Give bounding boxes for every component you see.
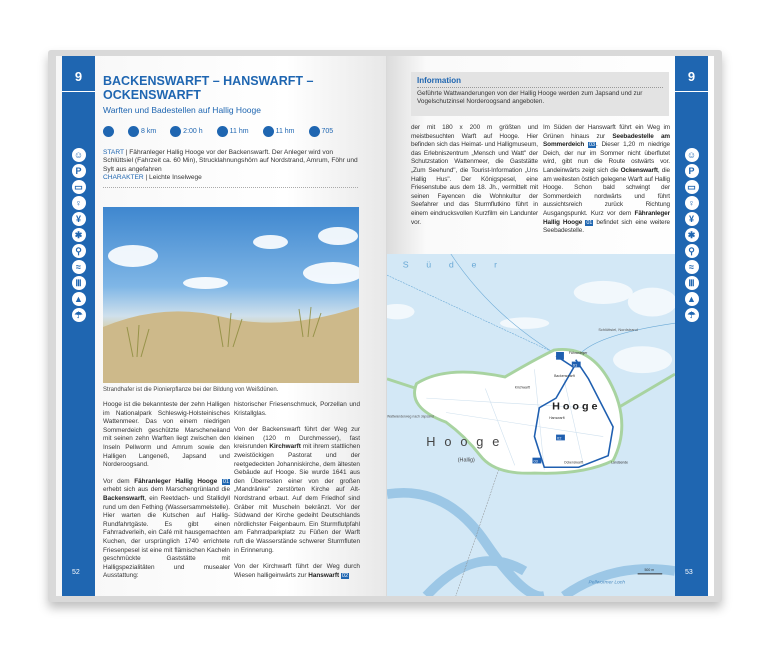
museum-icon: Ⅲ: [685, 276, 699, 290]
map-label-ferry: Schlüttsiel, Nordstrand: [598, 326, 638, 332]
text-span: Backenswarft: [103, 494, 145, 502]
info-text: Geführte Wattwanderungen von der Hallig Hooge werden zum Japsand und zur Vogelschutzinsel Norderoogsand angeboten.: [417, 90, 643, 105]
map-icon: [309, 126, 320, 137]
map-place: Landsende: [611, 460, 629, 465]
museum-icon: Ⅲ: [72, 276, 86, 290]
text-column-1: [103, 401, 230, 589]
text-span: 03: [589, 142, 595, 149]
map-label-town: Hooge: [552, 400, 601, 413]
clock-icon: [170, 126, 181, 137]
bus-icon: ▭: [685, 180, 699, 194]
photo-caption: Strandhafer ist die Pionierpflanze bei der Bildung von Weißdünen.: [103, 387, 279, 393]
restaurant-icon: ¥: [685, 212, 699, 226]
ascent: 11 hm: [229, 128, 249, 135]
duration: 2:00 h: [183, 128, 203, 135]
text-span: Von der Backenswarft führt der Weg zur kleinen (120 m Durchmesser), fast kreisrunden: [234, 426, 360, 451]
tree-icon: ▲: [72, 292, 86, 306]
text-span: erhebt sich aus dem Marschengrünland die: [103, 486, 230, 494]
map-place: Hanswarft: [549, 416, 565, 421]
map-label-island: Hooge: [426, 435, 509, 450]
swim-icon: ≈: [685, 260, 699, 274]
text-span: , ein Reetdach- und Stallidyll rund um den Fething (Wassersammelstelle). Hier warten die Kutschen auf Hallig-Rundfahrtgäste. Es gibt einen Fahrradverleih, ein Café mit hausgemachten Kuchen, der ursprünglich 1740 errichtete Friesenpesel ist eine mit flämischen Kacheln geschmückte Gaststätte mit Halligspezialitäten und musealer Ausstattung:: [103, 494, 230, 580]
text-span: Kirchwarft: [269, 443, 301, 451]
loop-icon: [103, 126, 114, 137]
paragraph: der mit 180 x 200 m größten und meistbesuchten Warft auf Hooge. Hier befinden sich das Heimat- und Halligmuseum, das Erlebniszentrum „Mensch und Watt" der Schutzstation Wattenmeer, die Gaststätte „Zum Seehund", die Tourist-Information „Uns Hallig Hus". Der Königspesel, eine Friesenstube aus dem 18. Jh., vermittelt mit seinen Fayencen die Wohnkultur der Seefahrer und das Sturmflutkino führt in einem eindrucksvollen Kurzfilm ein Landunter vor.: [411, 124, 538, 226]
parking-icon: P: [72, 164, 86, 178]
beach-icon: ☂: [72, 308, 86, 322]
text-span: . Dieser 1,20 m niedrige Deich, der nur im Sommer nicht überflutet wird, gibt nun die Route ostwärts vor. Landeinwärts zeigt sich die: [543, 141, 670, 174]
map-place: Backenswarft: [554, 374, 575, 378]
start-info: [103, 149, 358, 183]
parking-icon: P: [685, 164, 699, 178]
tree-icon: ▲: [685, 292, 699, 306]
activity-icons: [62, 148, 95, 322]
bear-icon: ☺: [72, 148, 86, 162]
text-span: , die am weitesten östlich gelegene Warft auf Hallig Hooge. Schon bald schwingt der Sommerdeich nordwärts und führt aussichtsreich zurück Richtung Ausgangspunkt. Kurz vor dem: [543, 166, 670, 217]
map-label-hallig: (Hallig): [457, 457, 475, 464]
text-span: Hanswarft: [308, 571, 340, 579]
paragraph: [234, 563, 360, 580]
info-box: [411, 72, 669, 116]
chapter-strip: [62, 56, 95, 596]
divider: [103, 187, 358, 188]
paragraph: Hooge ist die bekannteste der zehn Halligen im Nationalpark Schleswig-Holsteinisches Wattenmeer. Das von einem niedrigen Sommerdeich geschützte Marscheneiland mit seinen zehn Warften liegt zwischen den Inseln Pellworm und Amrum sowie den Halligen Langeneß, Japsand und Norderoogsand.: [103, 401, 230, 469]
tour-stats: [103, 126, 333, 137]
text-span: Im Süden der Hanswarft führt ein Weg im Grünen hinaus zur: [543, 124, 670, 140]
map-label-channel: Pellwormer Loch: [588, 580, 625, 586]
waypoint-badge: 02: [341, 572, 349, 579]
left-page: [56, 56, 386, 596]
map-marker: 01: [572, 362, 578, 368]
start-text: | Fähranleger Hallig Hooge vor der Backenswarft. Der Anleger wird von Schlüttsiel (Fahrzeit ca. 60 Min), Strucklahnungshörn auf Nordstrand, Amrum, Föhr und Sylt aus angefahren: [103, 149, 358, 173]
info-title: Information: [417, 76, 663, 88]
descent-icon: [263, 126, 274, 137]
drink-icon: ♀: [685, 196, 699, 210]
text-span: befindet sich eine weitere Seebadestelle.: [543, 218, 670, 235]
bear-icon: ☺: [685, 148, 699, 162]
distance: 8 km: [141, 128, 157, 135]
map-number: 705: [321, 128, 334, 135]
descent: 11 hm: [275, 128, 295, 135]
signpost-icon: [128, 126, 139, 137]
paragraph: [543, 124, 670, 236]
page-number: 53: [685, 569, 693, 576]
tour-number: 9: [675, 62, 708, 92]
map-place: Kirchwarft: [514, 385, 531, 390]
bus-icon: ▭: [72, 180, 86, 194]
activity-icons: [675, 148, 708, 322]
map-scale: 500 m: [644, 568, 655, 573]
text-column-4: [543, 124, 670, 244]
restaurant-icon: ¥: [72, 212, 86, 226]
beach-icon: ☂: [685, 308, 699, 322]
text-column-3: [411, 124, 538, 235]
snowflake-icon: ✱: [685, 228, 699, 242]
paragraph: [103, 478, 230, 581]
ascent-icon: [217, 126, 228, 137]
route-map: [387, 254, 675, 596]
text-span: mit ihrem stattlichen zweistöckigen Pastorat und der reetgedeckten Johanniskirche, dem ältesten Gebäude auf Hooge. Sie wurde 1641 aus den Überresten einer von der großen „Mandränke" zerstörten Kirche auf Alt-Nordstrand erbaut. Auf dem Friedhof sind Gräber mit Muscheln bekränzt. Vor der Südwand der Kirche gedeiht Deutschlands nördlichster Feigenbaum. Ein Sturmflutpfahl am Fahrradparkplatz zu Füßen der Warft ruft die Wasserstände schwerer Sturmfluten in Erinnerung.: [234, 443, 360, 554]
map-label-watt: Wattwanderweg nach Japsand: [387, 414, 434, 419]
right-page: [387, 56, 714, 596]
text-span: Ockenswarft: [620, 166, 658, 174]
tour-subtitle: Warften und Badestellen auf Hallig Hooge: [103, 105, 261, 115]
dune-photo: [103, 207, 359, 383]
start-label: START: [103, 149, 124, 156]
map-place: Fähranleger: [568, 350, 588, 355]
text-span: Seebadestelle am Sommerdeich: [543, 132, 670, 149]
snowflake-icon: ✱: [72, 228, 86, 242]
bike-icon: ⚲: [685, 244, 699, 258]
text-span: Fähranleger Hallig Hooge: [134, 477, 218, 485]
drink-icon: ♀: [72, 196, 86, 210]
bike-icon: ⚲: [72, 244, 86, 258]
map-marker: 02: [557, 435, 562, 441]
text-span: Fähranleger Hallig Hooge: [543, 209, 670, 226]
text-span: Vor dem: [103, 477, 135, 485]
swim-icon: ≈: [72, 260, 86, 274]
paragraph: historischer Friesenschmuck, Porzellan und Kristallglas.: [234, 401, 360, 417]
text-column-2: [234, 401, 360, 588]
map-marker: 03: [533, 458, 538, 464]
map-place: Ockenswarft: [563, 460, 583, 465]
text-span: Von der Kirchwarft führt der Weg durch Wiesen halligeinwärts zur: [234, 563, 360, 579]
waypoint-badge: 01: [222, 478, 230, 485]
map-label-sea: Süder: [402, 259, 515, 270]
text-span: 01: [586, 219, 593, 226]
character-text: | Leichte Inselwege: [143, 174, 202, 182]
tour-number: 9: [62, 62, 95, 92]
chapter-strip: [675, 56, 708, 596]
paragraph: [234, 426, 360, 555]
tour-title: BACKENSWARFT – HANSWARFT – OCKENSWARFT: [103, 74, 314, 102]
character-label: CHARAKTER: [103, 174, 144, 182]
page-number: 52: [72, 569, 80, 576]
